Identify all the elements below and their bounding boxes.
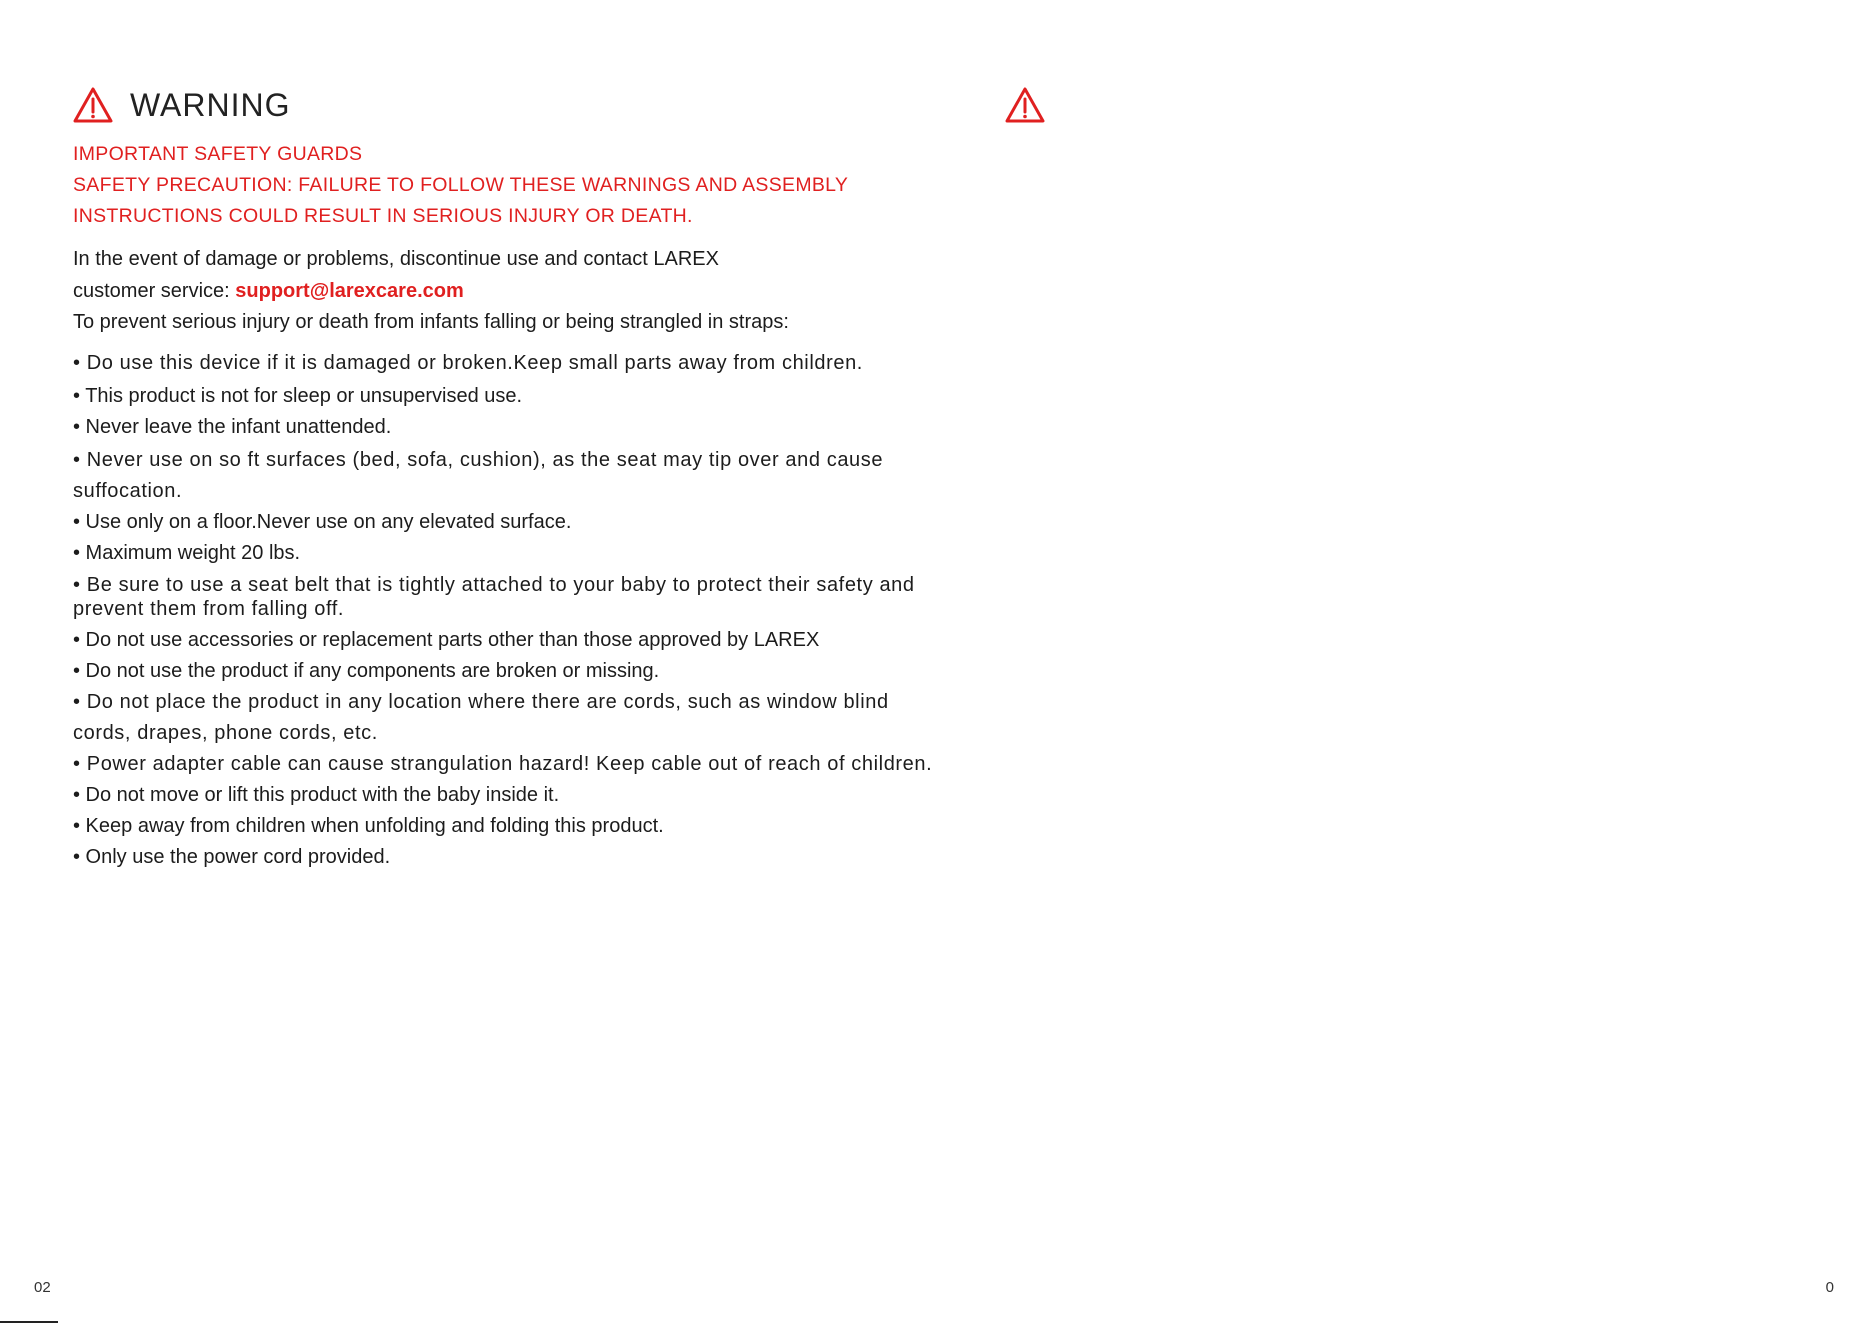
list-item: • Do use this device if it is damaged or broken.Keep small parts away from children. — [73, 352, 863, 374]
intro-line-3: To prevent serious injury or death from infants falling or being strangled in straps: — [73, 311, 789, 333]
warning-triangle-icon — [72, 86, 114, 124]
intro-line-2 — [73, 276, 933, 308]
list-item: • Never leave the infant unattended. — [73, 416, 392, 438]
list-item: • Do not use the product if any components are broken or missing. — [73, 660, 660, 682]
warning-list — [73, 348, 933, 873]
list-item: • Only use the power cord provided. — [73, 846, 391, 868]
list-item: • Keep away from children when unfolding and folding this product. — [73, 815, 664, 837]
page-number-left: 02 — [34, 1279, 51, 1296]
safety-precaution-line-1: SAFETY PRECAUTION: FAILURE TO FOLLOW THESE WARNINGS AND ASSEMBLY — [73, 174, 849, 196]
list-item: • Do not use accessories or replacement parts other than those approved by LAREX — [73, 629, 820, 651]
safety-heading: IMPORTANT SAFETY GUARDS — [73, 143, 363, 165]
right-page — [936, 0, 1872, 1324]
support-email-link[interactable]: support@larexcare.com — [235, 279, 464, 302]
warning-header — [72, 86, 290, 124]
list-item: • Never use on so ft surfaces (bed, sofa, cushion), as the seat may tip over and cause suffocation. — [73, 449, 884, 502]
list-item: • Maximum weight 20 lbs. — [73, 542, 301, 564]
safety-notice — [73, 139, 933, 232]
warning-title: WARNING — [130, 86, 291, 123]
intro-line-1: In the event of damage or problems, discontinue use and contact LAREX — [73, 248, 719, 270]
list-item: • Do not move or lift this product with the baby inside it. — [73, 784, 560, 806]
page-number-right: 0 — [1825, 1279, 1834, 1296]
safety-precaution-line-2: INSTRUCTIONS COULD RESULT IN SERIOUS INJURY OR DEATH. — [73, 205, 693, 227]
list-item: • Power adapter cable can cause strangulation hazard! Keep cable out of reach of children. — [73, 753, 933, 775]
intro-text — [73, 244, 933, 339]
list-item: • Do not place the product in any location where there are cords, such as window blind cords, drapes, phone cords, etc. — [73, 691, 889, 744]
list-item: • Use only on a floor.Never use on any elevated surface. — [73, 511, 572, 533]
customer-service-label: customer service: — [73, 279, 236, 302]
warning-triangle-icon — [1004, 86, 1046, 124]
list-item: • This product is not for sleep or unsupervised use. — [73, 385, 523, 407]
list-item: • Be sure to use a seat belt that is tightly attached to your baby to protect their safety and prevent them from falling off. — [73, 574, 915, 620]
divider — [0, 1321, 58, 1323]
